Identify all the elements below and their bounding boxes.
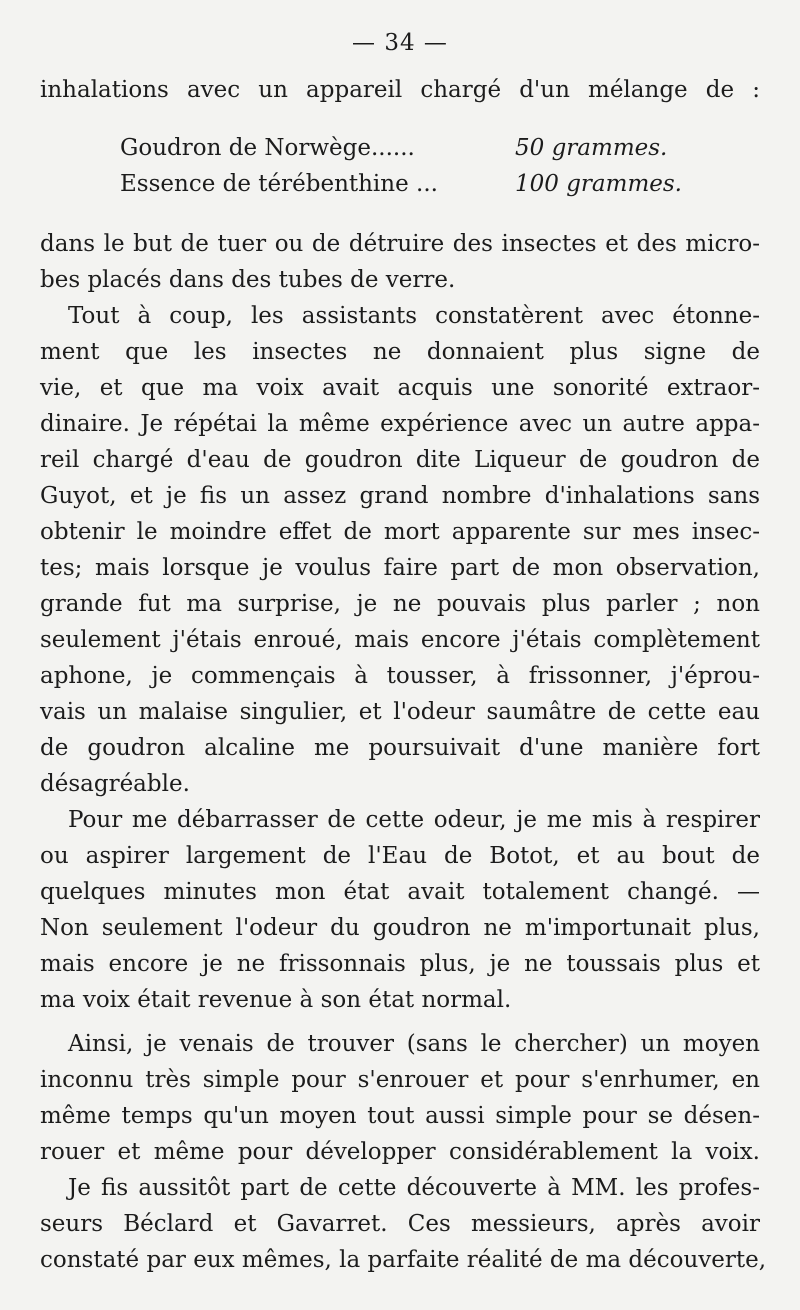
paragraph-first-line: Pour me débarrasser de cette odeur, je me mis à respirer	[68, 807, 760, 833]
text-line: mais encore je ne frissonnais plus, je ne toussais plus et	[40, 951, 760, 977]
text-line: de goudron alcaline me poursuivait d'une manière fort	[40, 735, 760, 761]
text-line: tes; mais lorsque je voulus faire part de mon observation,	[40, 555, 760, 581]
text-line: dans le but de tuer ou de détruire des insectes et des micro-	[40, 231, 760, 257]
paragraph-first-line: Ainsi, je venais de trouver (sans le chercher) un moyen	[68, 1031, 760, 1057]
recipe-row	[120, 166, 680, 202]
page-number: — 34 —	[352, 30, 448, 56]
text-line: ment que les insectes ne donnaient plus signe de	[40, 339, 760, 365]
text-line: ma voix était revenue à son état normal.	[40, 987, 512, 1013]
text-line: seulement j'étais enroué, mais encore j'étais complètement	[40, 627, 760, 653]
text-line: dinaire. Je répétai la même expérience avec un autre appa-	[40, 411, 760, 437]
recipe-ingredient: Goudron de Norwège......	[120, 135, 415, 161]
text-line: constaté par eux mêmes, la parfaite réalité de ma découverte,	[40, 1247, 767, 1273]
recipe-quantity: 100 grammes.	[515, 171, 682, 197]
text-line: obtenir le moindre effet de mort apparente sur mes insec-	[40, 519, 760, 545]
text-line: vais un malaise singulier, et l'odeur saumâtre de cette eau	[40, 699, 760, 725]
text-line: aphone, je commençais à tousser, à frissonner, j'éprou-	[40, 663, 760, 689]
paragraph-first-line: Tout à coup, les assistants constatèrent avec étonne-	[68, 303, 760, 329]
recipe-quantity: 50 grammes.	[515, 135, 668, 161]
text-line: Non seulement l'odeur du goudron ne m'importunait plus,	[40, 915, 760, 941]
text-line: ou aspirer largement de l'Eau de Botot, et au bout de	[40, 843, 760, 869]
recipe-ingredient: Essence de térébenthine ...	[120, 171, 438, 197]
text-line: grande fut ma surprise, je ne pouvais plus parler ; non	[40, 591, 760, 617]
text-line: rouer et même pour développer considérablement la voix.	[40, 1139, 760, 1165]
text-line: vie, et que ma voix avait acquis une sonorité extraor-	[40, 375, 760, 401]
text-line: quelques minutes mon état avait totalement changé. —	[40, 879, 760, 905]
recipe-row	[120, 130, 680, 166]
intro-line: inhalations avec un appareil chargé d'un mélange de :	[40, 77, 760, 103]
text-line: reil chargé d'eau de goudron dite Liqueur de goudron de	[40, 447, 760, 473]
text-line: bes placés dans des tubes de verre.	[40, 267, 456, 293]
text-line: même temps qu'un moyen tout aussi simple pour se désen-	[40, 1103, 760, 1129]
paragraph-first-line: Je fis aussitôt part de cette découverte à MM. les profes-	[68, 1175, 760, 1201]
text-line: désagréable.	[40, 771, 190, 797]
text-line: Guyot, et je fis un assez grand nombre d'inhalations sans	[40, 483, 760, 509]
text-line: seurs Béclard et Gavarret. Ces messieurs, après avoir	[40, 1211, 760, 1237]
text-line: inconnu très simple pour s'enrouer et pour s'enrhumer, en	[40, 1067, 760, 1093]
